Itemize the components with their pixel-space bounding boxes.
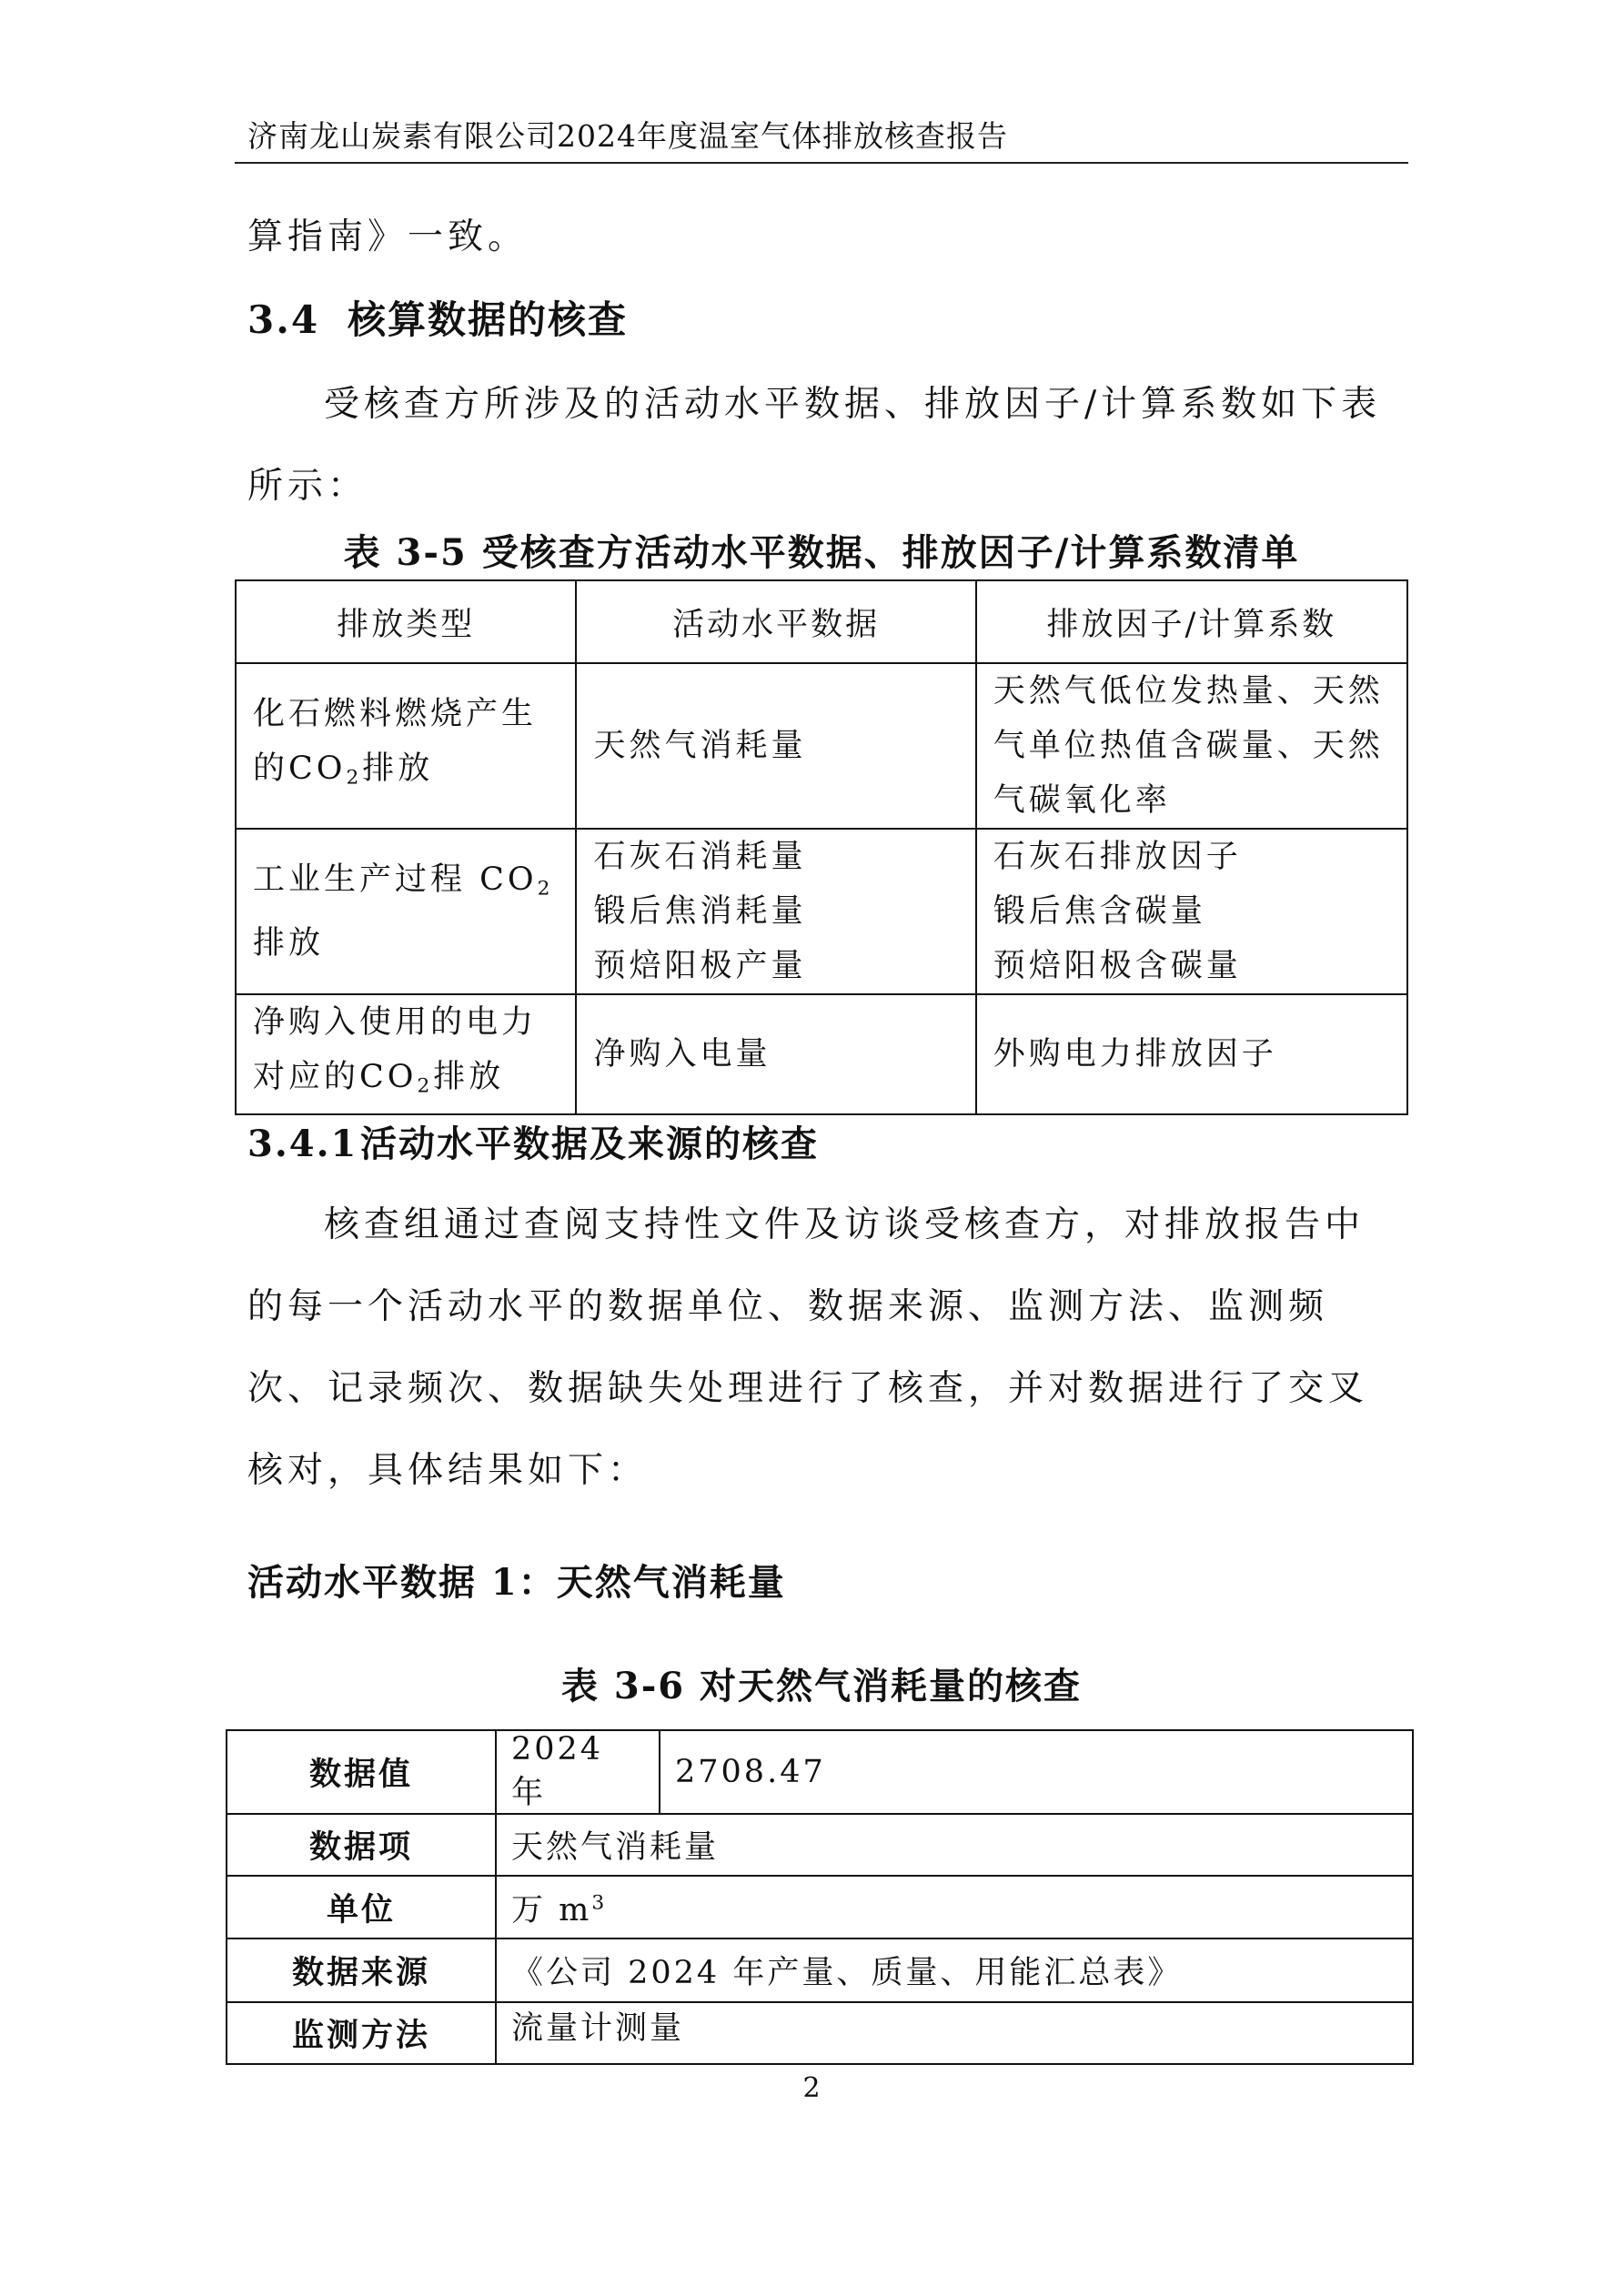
- emission-factor-cell: 石灰石排放因子 锻后焦含碳量 预焙阳极含碳量: [976, 829, 1407, 994]
- unit-cell: 万 $m^3$: [496, 1876, 1413, 1939]
- activity-data-cell: 天然气消耗量: [576, 663, 975, 829]
- table-3-5-caption: 表 3-5 受核查方活动水平数据、排放因子/计算系数清单: [343, 531, 1300, 574]
- column-header: 排放类型: [236, 580, 576, 663]
- table-3-6: [226, 1729, 1414, 2065]
- table-row: [227, 1939, 1413, 2002]
- value-cell: 流量计测量: [496, 2002, 1413, 2064]
- year-cell: 2024 年: [496, 1730, 660, 1814]
- section-number: 3.4.1: [247, 1123, 358, 1165]
- section-number: 3.4: [247, 297, 320, 342]
- page-number: 2: [802, 2072, 821, 2104]
- section-3-4-paragraph: 受核查方所涉及的活动水平数据、排放因子/计算系数如下表所示：: [247, 384, 1382, 507]
- row-label: 数据来源: [227, 1939, 496, 2002]
- section-3-4-1-paragraph: 核查组通过查阅支持性文件及访谈受核查方，对排放报告中的每一个活动水平的数据单位、数据来源、监测方法、监测频次、记录频次、数据缺失处理进行了核查，并对数据进行了交叉核对，具体结果如下：: [247, 1204, 1369, 1491]
- table-row: [227, 1814, 1413, 1876]
- value-cell: 2708.47: [660, 1730, 1413, 1814]
- intro-tail-text: 算指南》一致。: [247, 217, 529, 257]
- page-header: 济南龙山炭素有限公司2024年度温室气体排放核查报告: [247, 118, 1008, 154]
- section-3-4-heading: [247, 293, 628, 347]
- table-row: [236, 663, 1407, 829]
- section-title: 核算数据的核查: [348, 297, 629, 342]
- emission-factor-cell: 天然气低位发热量、天然气单位热值含碳量、天然气碳氧化率: [976, 663, 1407, 829]
- emission-type-cell: 净购入使用的电力对应的$CO_2$排放: [236, 994, 576, 1114]
- row-label: 监测方法: [227, 2002, 496, 2064]
- value-cell: 天然气消耗量: [496, 1814, 1413, 1876]
- column-header: 活动水平数据: [576, 580, 975, 663]
- table-3-5: [235, 579, 1408, 1115]
- section-title: 活动水平数据及来源的核查: [360, 1123, 819, 1165]
- table-row: [236, 994, 1407, 1114]
- header-rule: [235, 162, 1408, 164]
- section-3-4-1-heading: [247, 1117, 819, 1172]
- activity-data-cell: 净购入电量: [576, 994, 975, 1114]
- emission-type-cell: 工业生产过程 $CO_2$排放: [236, 829, 576, 994]
- row-label: 数据值: [227, 1730, 496, 1814]
- row-label: 单位: [227, 1876, 496, 1939]
- table-row: [227, 2002, 1413, 2064]
- value-cell: 《公司 2024 年产量、质量、用能汇总表》: [496, 1939, 1413, 2002]
- table-row: [236, 829, 1407, 994]
- row-label: 数据项: [227, 1814, 496, 1876]
- table-header-row: [236, 580, 1407, 663]
- emission-factor-cell: 外购电力排放因子: [976, 994, 1407, 1114]
- table-row: [227, 1730, 1413, 1814]
- emission-type-cell: 化石燃料燃烧产生的$CO_2$排放: [236, 663, 576, 829]
- activity-data-1-heading: 活动水平数据 1：天然气消耗量: [247, 1561, 786, 1604]
- column-header: 排放因子/计算系数: [976, 580, 1407, 663]
- table-row: [227, 1876, 1413, 1939]
- activity-data-cell: 石灰石消耗量 锻后焦消耗量 预焙阳极产量: [576, 829, 975, 994]
- table-3-6-caption: 表 3-6 对天然气消耗量的核查: [560, 1665, 1083, 1707]
